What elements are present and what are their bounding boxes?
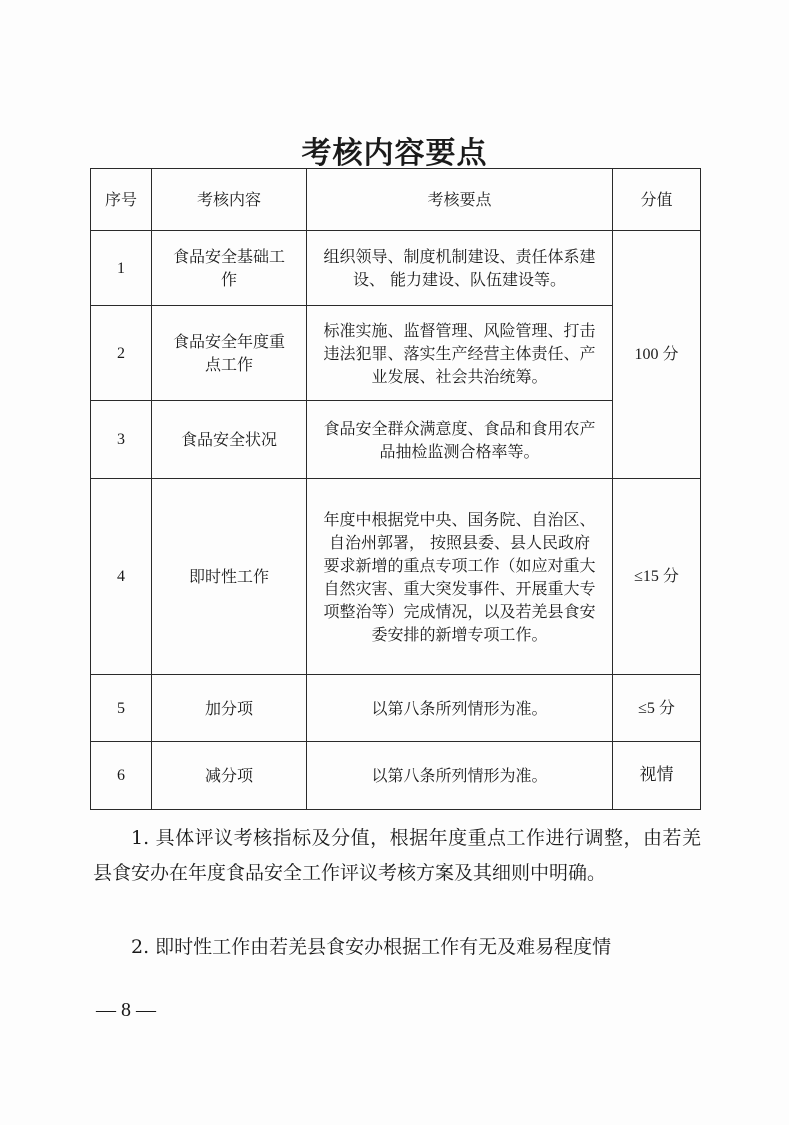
row-content: 即时性工作	[152, 479, 307, 675]
row-points: 标准实施、监督管理、风险管理、打击违法犯罪、落实生产经营主体责任、产业发展、社会共治统筹。	[307, 306, 613, 401]
row-no: 2	[91, 306, 152, 401]
row-content: 加分项	[152, 675, 307, 742]
row-no: 1	[91, 231, 152, 306]
row-content: 减分项	[152, 742, 307, 810]
note-2: 2. 即时性工作由若羌县食安办根据工作有无及难易程度情	[131, 936, 612, 958]
table-row	[91, 231, 701, 306]
row-no: 4	[91, 479, 152, 675]
row-content: 食品安全年度重点工作	[152, 306, 307, 401]
table-row	[91, 306, 701, 401]
row-content: 食品安全状况	[152, 401, 307, 479]
page-number: — 8 —	[96, 999, 156, 1021]
table-row	[91, 479, 701, 675]
header-score: 分值	[613, 169, 701, 231]
row-score: ≤15 分	[613, 479, 701, 675]
table-row	[91, 401, 701, 479]
row-points: 食品安全群众满意度、食品和食用农产品抽检监测合格率等。	[307, 401, 613, 479]
header-content: 考核内容	[152, 169, 307, 231]
table-row	[91, 742, 701, 810]
row-points: 以第八条所列情形为准。	[307, 742, 613, 810]
row-score: ≤5 分	[613, 675, 701, 742]
row-content: 食品安全基础工作	[152, 231, 307, 306]
document-title: 考核内容要点	[301, 136, 488, 171]
table-header-row	[91, 169, 701, 231]
note-1: 1. 具体评议考核指标及分值，根据年度重点工作进行调整，由若羌县食安办在年度食品安全工作评议考核方案及其细则中明确。	[93, 827, 701, 884]
row-points: 年度中根据党中央、国务院、自治区、自治州郭署， 按照县委、县人民政府要求新增的重点专项工作（如应对重大自然灾害、重大突发事件、开展重大专项整治等）完成情况，以及若羌县食安委安排的新增专项工作。	[307, 479, 613, 675]
table-row	[91, 675, 701, 742]
header-points: 考核要点	[307, 169, 613, 231]
merged-score: 100 分	[613, 231, 701, 479]
row-score: 视情	[613, 742, 701, 810]
row-no: 3	[91, 401, 152, 479]
row-no: 5	[91, 675, 152, 742]
assessment-table	[90, 168, 701, 810]
row-points: 以第八条所列情形为准。	[307, 675, 613, 742]
row-no: 6	[91, 742, 152, 810]
row-points: 组织领导、制度机制建设、责任体系建设、 能力建设、队伍建设等。	[307, 231, 613, 306]
header-no: 序号	[91, 169, 152, 231]
